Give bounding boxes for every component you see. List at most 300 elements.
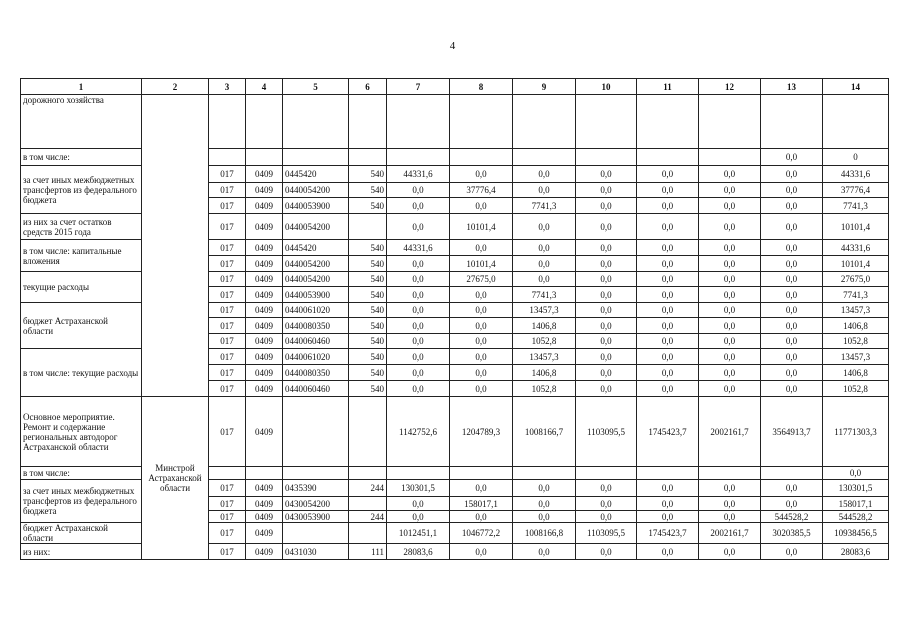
row-label: в том числе: (21, 149, 142, 166)
row-label: бюджет Астраханской области (21, 523, 142, 544)
amount-cell: 158017,1 (823, 497, 889, 511)
amount-cell: 0,0 (637, 349, 699, 365)
amount-cell: 0,0 (576, 272, 637, 287)
amount-cell: 37776,4 (450, 183, 513, 198)
amount-cell: 0,0 (761, 544, 823, 560)
target-article-code (283, 397, 349, 467)
section-code: 0409 (246, 511, 283, 523)
expense-type-code (349, 467, 387, 480)
amount-cell: 0,0 (699, 334, 761, 349)
amount-cell: 0 (823, 149, 889, 166)
amount-cell: 0,0 (761, 166, 823, 183)
chapter-code: 017 (209, 497, 246, 511)
amount-cell: 0,0 (576, 287, 637, 303)
amount-cell: 158017,1 (450, 497, 513, 511)
amount-cell: 44331,6 (387, 166, 450, 183)
section-code: 0409 (246, 365, 283, 381)
amount-cell: 0,0 (637, 497, 699, 511)
amount-cell: 0,0 (450, 544, 513, 560)
amount-cell: 7741,3 (823, 287, 889, 303)
amount-cell: 3564913,7 (761, 397, 823, 467)
amount-cell: 1046772,2 (450, 523, 513, 544)
row-label: из них: (21, 544, 142, 560)
amount-cell: 0,0 (576, 183, 637, 198)
section-code: 0409 (246, 272, 283, 287)
section-code: 0409 (246, 256, 283, 272)
page-number: 4 (449, 40, 456, 52)
col-header: 13 (761, 79, 823, 95)
amount-cell: 0,0 (699, 303, 761, 318)
amount-cell: 0,0 (637, 198, 699, 214)
amount-cell: 1204789,3 (450, 397, 513, 467)
amount-cell: 0,0 (699, 497, 761, 511)
target-article-code (283, 149, 349, 166)
expense-type-code: 540 (349, 240, 387, 256)
amount-cell: 1406,8 (823, 318, 889, 334)
amount-cell: 0,0 (450, 287, 513, 303)
row-label: в том числе: капитальные вложения (21, 240, 142, 272)
amount-cell: 0,0 (699, 183, 761, 198)
chapter-code: 017 (209, 272, 246, 287)
amount-cell: 0,0 (576, 198, 637, 214)
chapter-code: 017 (209, 287, 246, 303)
target-article-code (283, 467, 349, 480)
amount-cell: 0,0 (761, 480, 823, 497)
amount-cell: 0,0 (387, 272, 450, 287)
chapter-code: 017 (209, 334, 246, 349)
amount-cell: 0,0 (387, 365, 450, 381)
amount-cell: 0,0 (450, 166, 513, 183)
chapter-code (209, 149, 246, 166)
amount-cell: 0,0 (513, 480, 576, 497)
row-label: дорожного хозяйства (21, 95, 142, 149)
amount-cell: 0,0 (637, 287, 699, 303)
chapter-code (209, 95, 246, 149)
amount-cell: 0,0 (699, 511, 761, 523)
amount-cell: 0,0 (699, 365, 761, 381)
amount-cell (699, 149, 761, 166)
target-article-code: 0440060460 (283, 381, 349, 397)
amount-cell: 0,0 (761, 198, 823, 214)
section-code: 0409 (246, 303, 283, 318)
amount-cell: 0,0 (576, 318, 637, 334)
amount-cell: 1052,8 (513, 381, 576, 397)
amount-cell: 0,0 (699, 544, 761, 560)
expense-type-code (349, 523, 387, 544)
section-code: 0409 (246, 497, 283, 511)
section-code: 0409 (246, 214, 283, 240)
amount-cell: 0,0 (637, 334, 699, 349)
amount-cell: 1012451,1 (387, 523, 450, 544)
amount-cell: 0,0 (387, 511, 450, 523)
amount-cell: 7741,3 (513, 287, 576, 303)
col-header: 12 (699, 79, 761, 95)
chapter-code: 017 (209, 198, 246, 214)
row-label: Основное мероприятие. Ремонт и содержание региональных автодорог Астраханской области (21, 397, 142, 467)
amount-cell: 0,0 (450, 240, 513, 256)
table-row (21, 95, 889, 149)
amount-cell: 0,0 (513, 544, 576, 560)
section-code: 0409 (246, 349, 283, 365)
col-header: 3 (209, 79, 246, 95)
agency-name: Минстрой Астраханской области (142, 397, 209, 560)
amount-cell: 0,0 (576, 511, 637, 523)
chapter-code: 017 (209, 240, 246, 256)
amount-cell: 10101,4 (823, 256, 889, 272)
section-code: 0409 (246, 544, 283, 560)
amount-cell: 0,0 (699, 381, 761, 397)
target-article-code: 0440053900 (283, 287, 349, 303)
amount-cell: 0,0 (761, 318, 823, 334)
target-article-code: 0440053900 (283, 198, 349, 214)
amount-cell: 0,0 (761, 214, 823, 240)
amount-cell: 0,0 (576, 303, 637, 318)
amount-cell (576, 149, 637, 166)
amount-cell: 0,0 (637, 318, 699, 334)
amount-cell: 1052,8 (823, 381, 889, 397)
amount-cell: 0,0 (637, 183, 699, 198)
amount-cell: 0,0 (761, 149, 823, 166)
expense-type-code: 540 (349, 349, 387, 365)
chapter-code: 017 (209, 523, 246, 544)
section-code: 0409 (246, 287, 283, 303)
expense-type-code: 540 (349, 318, 387, 334)
amount-cell: 44331,6 (387, 240, 450, 256)
row-label: в том числе: текущие расходы (21, 349, 142, 397)
amount-cell: 0,0 (576, 381, 637, 397)
expense-type-code: 540 (349, 365, 387, 381)
target-article-code: 0440061020 (283, 349, 349, 365)
amount-cell: 0,0 (387, 318, 450, 334)
section-code: 0409 (246, 240, 283, 256)
amount-cell (450, 95, 513, 149)
target-article-code: 0430054200 (283, 497, 349, 511)
amount-cell: 0,0 (761, 287, 823, 303)
amount-cell (699, 95, 761, 149)
amount-cell (761, 95, 823, 149)
amount-cell: 0,0 (637, 214, 699, 240)
amount-cell: 1406,8 (823, 365, 889, 381)
amount-cell: 44331,6 (823, 240, 889, 256)
amount-cell: 10938456,5 (823, 523, 889, 544)
section-code: 0409 (246, 381, 283, 397)
amount-cell: 0,0 (699, 287, 761, 303)
row-label: бюджет Астраханской области (21, 303, 142, 349)
amount-cell: 0,0 (387, 287, 450, 303)
section-code: 0409 (246, 480, 283, 497)
amount-cell: 0,0 (699, 240, 761, 256)
expense-type-code: 540 (349, 166, 387, 183)
amount-cell: 0,0 (699, 166, 761, 183)
section-code: 0409 (246, 198, 283, 214)
amount-cell: 0,0 (699, 272, 761, 287)
agency-cell (142, 95, 209, 397)
amount-cell: 0,0 (513, 166, 576, 183)
amount-cell: 0,0 (761, 365, 823, 381)
row-label: за счет иных межбюджетных трансфертов из федерального бюджета (21, 166, 142, 214)
amount-cell: 0,0 (513, 183, 576, 198)
amount-cell: 0,0 (576, 544, 637, 560)
amount-cell: 0,0 (450, 303, 513, 318)
target-article-code: 0431030 (283, 544, 349, 560)
chapter-code: 017 (209, 303, 246, 318)
expense-type-code: 540 (349, 303, 387, 318)
amount-cell: 0,0 (387, 349, 450, 365)
amount-cell: 0,0 (513, 240, 576, 256)
amount-cell (513, 467, 576, 480)
target-article-code: 0440060460 (283, 334, 349, 349)
amount-cell: 13457,3 (513, 303, 576, 318)
chapter-code: 017 (209, 166, 246, 183)
amount-cell: 544528,2 (823, 511, 889, 523)
row-label: в том числе: (21, 467, 142, 480)
amount-cell: 130301,5 (823, 480, 889, 497)
chapter-code (209, 467, 246, 480)
chapter-code: 017 (209, 349, 246, 365)
chapter-code: 017 (209, 318, 246, 334)
amount-cell: 0,0 (699, 256, 761, 272)
amount-cell: 0,0 (761, 183, 823, 198)
target-article-code: 0445420 (283, 240, 349, 256)
target-article-code: 0440061020 (283, 303, 349, 318)
amount-cell (450, 149, 513, 166)
amount-cell (450, 467, 513, 480)
table-row (21, 397, 889, 467)
amount-cell: 27675,0 (450, 272, 513, 287)
row-label: из них за счет остатков средств 2015 года (21, 214, 142, 240)
target-article-code: 0445420 (283, 166, 349, 183)
amount-cell: 0,0 (450, 318, 513, 334)
amount-cell: 0,0 (637, 256, 699, 272)
amount-cell: 1052,8 (513, 334, 576, 349)
amount-cell: 0,0 (576, 365, 637, 381)
target-article-code: 0435390 (283, 480, 349, 497)
amount-cell: 0,0 (450, 349, 513, 365)
amount-cell: 1008166,8 (513, 523, 576, 544)
col-header: 4 (246, 79, 283, 95)
amount-cell: 1052,8 (823, 334, 889, 349)
section-code: 0409 (246, 318, 283, 334)
col-header: 5 (283, 79, 349, 95)
amount-cell: 0,0 (576, 214, 637, 240)
amount-cell: 0,0 (387, 334, 450, 349)
amount-cell (823, 95, 889, 149)
amount-cell: 1103095,5 (576, 397, 637, 467)
expense-type-code: 111 (349, 544, 387, 560)
amount-cell: 28083,6 (387, 544, 450, 560)
amount-cell (637, 95, 699, 149)
amount-cell: 0,0 (637, 480, 699, 497)
amount-cell: 1406,8 (513, 365, 576, 381)
section-code (246, 149, 283, 166)
col-header: 7 (387, 79, 450, 95)
expense-type-code: 540 (349, 287, 387, 303)
amount-cell: 1142752,6 (387, 397, 450, 467)
budget-table (20, 78, 889, 560)
amount-cell: 13457,3 (823, 349, 889, 365)
amount-cell: 544528,2 (761, 511, 823, 523)
amount-cell: 1406,8 (513, 318, 576, 334)
amount-cell: 0,0 (761, 256, 823, 272)
amount-cell: 0,0 (761, 272, 823, 287)
expense-type-code (349, 214, 387, 240)
col-header: 1 (21, 79, 142, 95)
amount-cell: 13457,3 (823, 303, 889, 318)
amount-cell: 0,0 (513, 256, 576, 272)
target-article-code: 0430053900 (283, 511, 349, 523)
amount-cell: 0,0 (761, 381, 823, 397)
expense-type-code (349, 149, 387, 166)
amount-cell: 0,0 (637, 381, 699, 397)
amount-cell: 0,0 (637, 240, 699, 256)
amount-cell: 0,0 (387, 381, 450, 397)
amount-cell: 0,0 (637, 511, 699, 523)
amount-cell: 28083,6 (823, 544, 889, 560)
amount-cell: 0,0 (387, 183, 450, 198)
amount-cell: 0,0 (513, 511, 576, 523)
amount-cell: 0,0 (513, 214, 576, 240)
amount-cell (387, 95, 450, 149)
chapter-code: 017 (209, 511, 246, 523)
target-article-code: 0440080350 (283, 318, 349, 334)
amount-cell: 0,0 (637, 303, 699, 318)
amount-cell: 0,0 (576, 256, 637, 272)
section-code (246, 95, 283, 149)
amount-cell (637, 149, 699, 166)
amount-cell: 7741,3 (823, 198, 889, 214)
header-row (21, 79, 889, 95)
col-header: 14 (823, 79, 889, 95)
amount-cell (761, 467, 823, 480)
amount-cell: 13457,3 (513, 349, 576, 365)
section-code: 0409 (246, 183, 283, 198)
amount-cell: 0,0 (450, 511, 513, 523)
row-label: за счет иных межбюджетных трансфертов из федерального бюджета (21, 480, 142, 523)
amount-cell: 10101,4 (823, 214, 889, 240)
amount-cell: 0,0 (450, 198, 513, 214)
amount-cell: 10101,4 (450, 214, 513, 240)
amount-cell: 44331,6 (823, 166, 889, 183)
amount-cell: 0,0 (576, 349, 637, 365)
expense-type-code: 540 (349, 183, 387, 198)
amount-cell: 7741,3 (513, 198, 576, 214)
amount-cell: 0,0 (387, 497, 450, 511)
amount-cell (637, 467, 699, 480)
chapter-code: 017 (209, 544, 246, 560)
amount-cell: 0,0 (823, 467, 889, 480)
col-header: 9 (513, 79, 576, 95)
target-article-code: 0440054200 (283, 183, 349, 198)
expense-type-code (349, 397, 387, 467)
col-header: 2 (142, 79, 209, 95)
row-label: текущие расходы (21, 272, 142, 303)
col-header: 6 (349, 79, 387, 95)
chapter-code: 017 (209, 381, 246, 397)
amount-cell: 0,0 (699, 349, 761, 365)
amount-cell: 2002161,7 (699, 397, 761, 467)
amount-cell: 1008166,7 (513, 397, 576, 467)
target-article-code (283, 95, 349, 149)
target-article-code: 0440054200 (283, 256, 349, 272)
amount-cell: 0,0 (761, 334, 823, 349)
amount-cell: 0,0 (637, 544, 699, 560)
amount-cell: 0,0 (450, 334, 513, 349)
amount-cell: 0,0 (387, 256, 450, 272)
amount-cell (576, 467, 637, 480)
chapter-code: 017 (209, 397, 246, 467)
amount-cell: 1745423,7 (637, 523, 699, 544)
amount-cell: 0,0 (761, 349, 823, 365)
chapter-code: 017 (209, 214, 246, 240)
chapter-code: 017 (209, 256, 246, 272)
chapter-code: 017 (209, 183, 246, 198)
amount-cell (699, 467, 761, 480)
amount-cell: 0,0 (761, 303, 823, 318)
col-header: 8 (450, 79, 513, 95)
amount-cell: 0,0 (699, 214, 761, 240)
amount-cell: 0,0 (699, 480, 761, 497)
section-code: 0409 (246, 166, 283, 183)
amount-cell: 37776,4 (823, 183, 889, 198)
target-article-code: 0440080350 (283, 365, 349, 381)
amount-cell: 0,0 (450, 381, 513, 397)
amount-cell: 0,0 (450, 365, 513, 381)
amount-cell: 11771303,3 (823, 397, 889, 467)
amount-cell: 0,0 (387, 303, 450, 318)
amount-cell: 0,0 (576, 166, 637, 183)
amount-cell (387, 149, 450, 166)
amount-cell: 0,0 (576, 334, 637, 349)
amount-cell: 0,0 (761, 240, 823, 256)
amount-cell: 0,0 (576, 480, 637, 497)
expense-type-code: 540 (349, 198, 387, 214)
amount-cell: 0,0 (387, 214, 450, 240)
amount-cell: 0,0 (513, 497, 576, 511)
amount-cell (513, 95, 576, 149)
expense-type-code: 540 (349, 381, 387, 397)
target-article-code: 0440054200 (283, 214, 349, 240)
amount-cell: 0,0 (699, 318, 761, 334)
amount-cell: 130301,5 (387, 480, 450, 497)
amount-cell (387, 467, 450, 480)
amount-cell: 0,0 (637, 272, 699, 287)
amount-cell: 0,0 (699, 198, 761, 214)
chapter-code: 017 (209, 480, 246, 497)
target-article-code: 0440054200 (283, 272, 349, 287)
amount-cell: 0,0 (513, 272, 576, 287)
amount-cell: 1103095,5 (576, 523, 637, 544)
expense-type-code (349, 497, 387, 511)
amount-cell: 0,0 (387, 198, 450, 214)
expense-type-code: 244 (349, 480, 387, 497)
amount-cell: 0,0 (576, 497, 637, 511)
section-code: 0409 (246, 334, 283, 349)
amount-cell: 3020385,5 (761, 523, 823, 544)
expense-type-code: 540 (349, 334, 387, 349)
section-code: 0409 (246, 523, 283, 544)
expense-type-code (349, 95, 387, 149)
col-header: 11 (637, 79, 699, 95)
amount-cell (576, 95, 637, 149)
expense-type-code: 540 (349, 256, 387, 272)
amount-cell: 0,0 (450, 480, 513, 497)
col-header: 10 (576, 79, 637, 95)
expense-type-code: 244 (349, 511, 387, 523)
amount-cell: 0,0 (761, 497, 823, 511)
amount-cell: 0,0 (637, 166, 699, 183)
chapter-code: 017 (209, 365, 246, 381)
amount-cell: 10101,4 (450, 256, 513, 272)
